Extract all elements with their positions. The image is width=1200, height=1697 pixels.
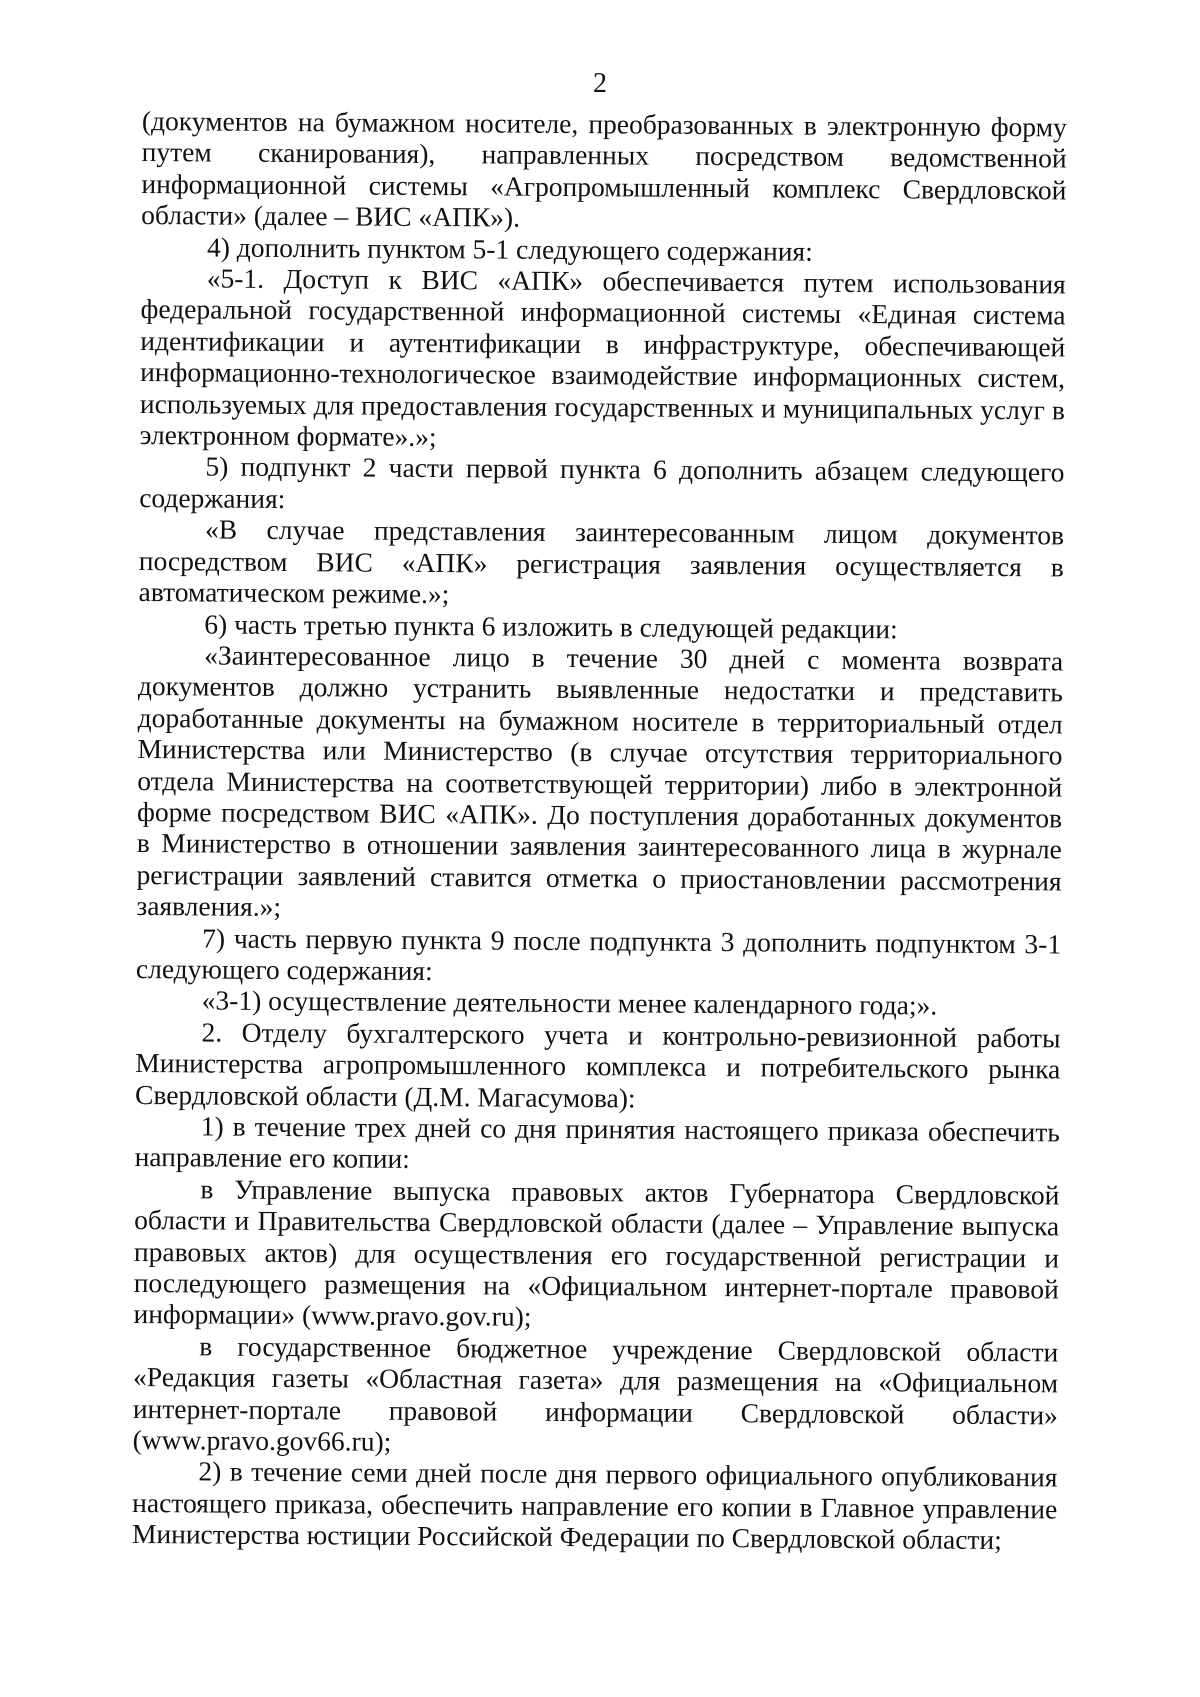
paragraph-continuation: (документов на бумажном носителе, преобразованных в электронную форму путем сканирования), направленных посредством ведомственной информационной системы «Агропромышленный комплекс Свердловской области» (далее – ВИС «АПК»). xyxy=(141,105,1067,233)
paragraph-interested-party: «Заинтересованное лицо в течение 30 дней с момента возврата документов должно устранить выявленные недостатки и представить доработанные документы на бумажном носителе в территориальный отдел Министерства или Министерство (в случае отсутствия территориального отдела Министерства на соответствующей территории) либо в электронной форме посредством ВИС «АПК». До поступления доработанных документов в Министерство в отношении заявления заинтересованного лица в журнале регистрации заявлений ставится отметка о приостановлении рассмотрения заявления.»; xyxy=(136,639,1064,923)
paragraph-item-3-1: «3-1) осуществление деятельности менее календарного года;». xyxy=(201,984,938,1021)
paragraph-vis-registration: «В случае представления заинтересованным лицом документов посредством ВИС «АПК» регистрация заявления осуществляется в автоматическом режиме.»; xyxy=(138,513,1065,610)
paragraph-regional-gazette: в государственное бюджетное учреждение Свердловской области «Редакция газеты «Областная газета» для размещения на «Официальном интернет-портале правовой информации Свердловской области» (www.pravo.gov66.ru); xyxy=(132,1330,1059,1457)
paragraph-legal-acts-office: в Управление выпуска правовых актов Губернатора Свердловской области и Правительства Свердловской области (далее – Управление выпуска правовых актов) для осуществления его государственной регистрации и последующего размещения на «Официальном интернет-портале правовой информации» (www.pravo.gov.ru); xyxy=(133,1173,1060,1333)
paragraph-item-5-1: «5-1. Доступ к ВИС «АПК» обеспечивается путем использования федеральной государственной информационной системы «Единая система идентификации и аутентификации в инфраструктуре, обеспечивающей информационно-технологическое взаимодействие информационных систем, используемых для предоставления государственных и муниципальных услуг в электронном формате».»; xyxy=(139,262,1066,453)
paragraph-section-2-item-1: 1) в течение трех дней со дня принятия настоящего приказа обеспечить направление его копии: xyxy=(134,1110,1060,1175)
paragraph-item-4: 4) дополнить пунктом 5-1 следующего содержания: xyxy=(206,231,813,267)
paragraph-item-6: 6) часть третью пункта 6 изложить в следующей редакции: xyxy=(204,607,898,644)
page-number: 2 xyxy=(593,68,607,99)
paragraph-section-2-item-2: 2) в течение семи дней после дня первого официального опубликования настоящего приказа, обеспечить направление его копии в Главное управление Министерства юстиции Российской Федерации по Свердловской области; xyxy=(131,1455,1058,1556)
paragraph-item-5: 5) подпункт 2 части первой пункта 6 дополнить абзацем следующего содержания: xyxy=(139,450,1065,514)
paragraph-item-7: 7) часть первую пункта 9 после подпункта 3 дополнить подпунктом 3-1 следующего содержания: xyxy=(135,922,1062,987)
document-body xyxy=(132,105,1067,1556)
paragraph-section-2: 2. Отделу бухгалтерского учета и контрольно-ревизионной работы Министерства агропромышленного комплекса и потребительского рынка Свердловской области (Д.М. Магасумова): xyxy=(134,1016,1061,1114)
